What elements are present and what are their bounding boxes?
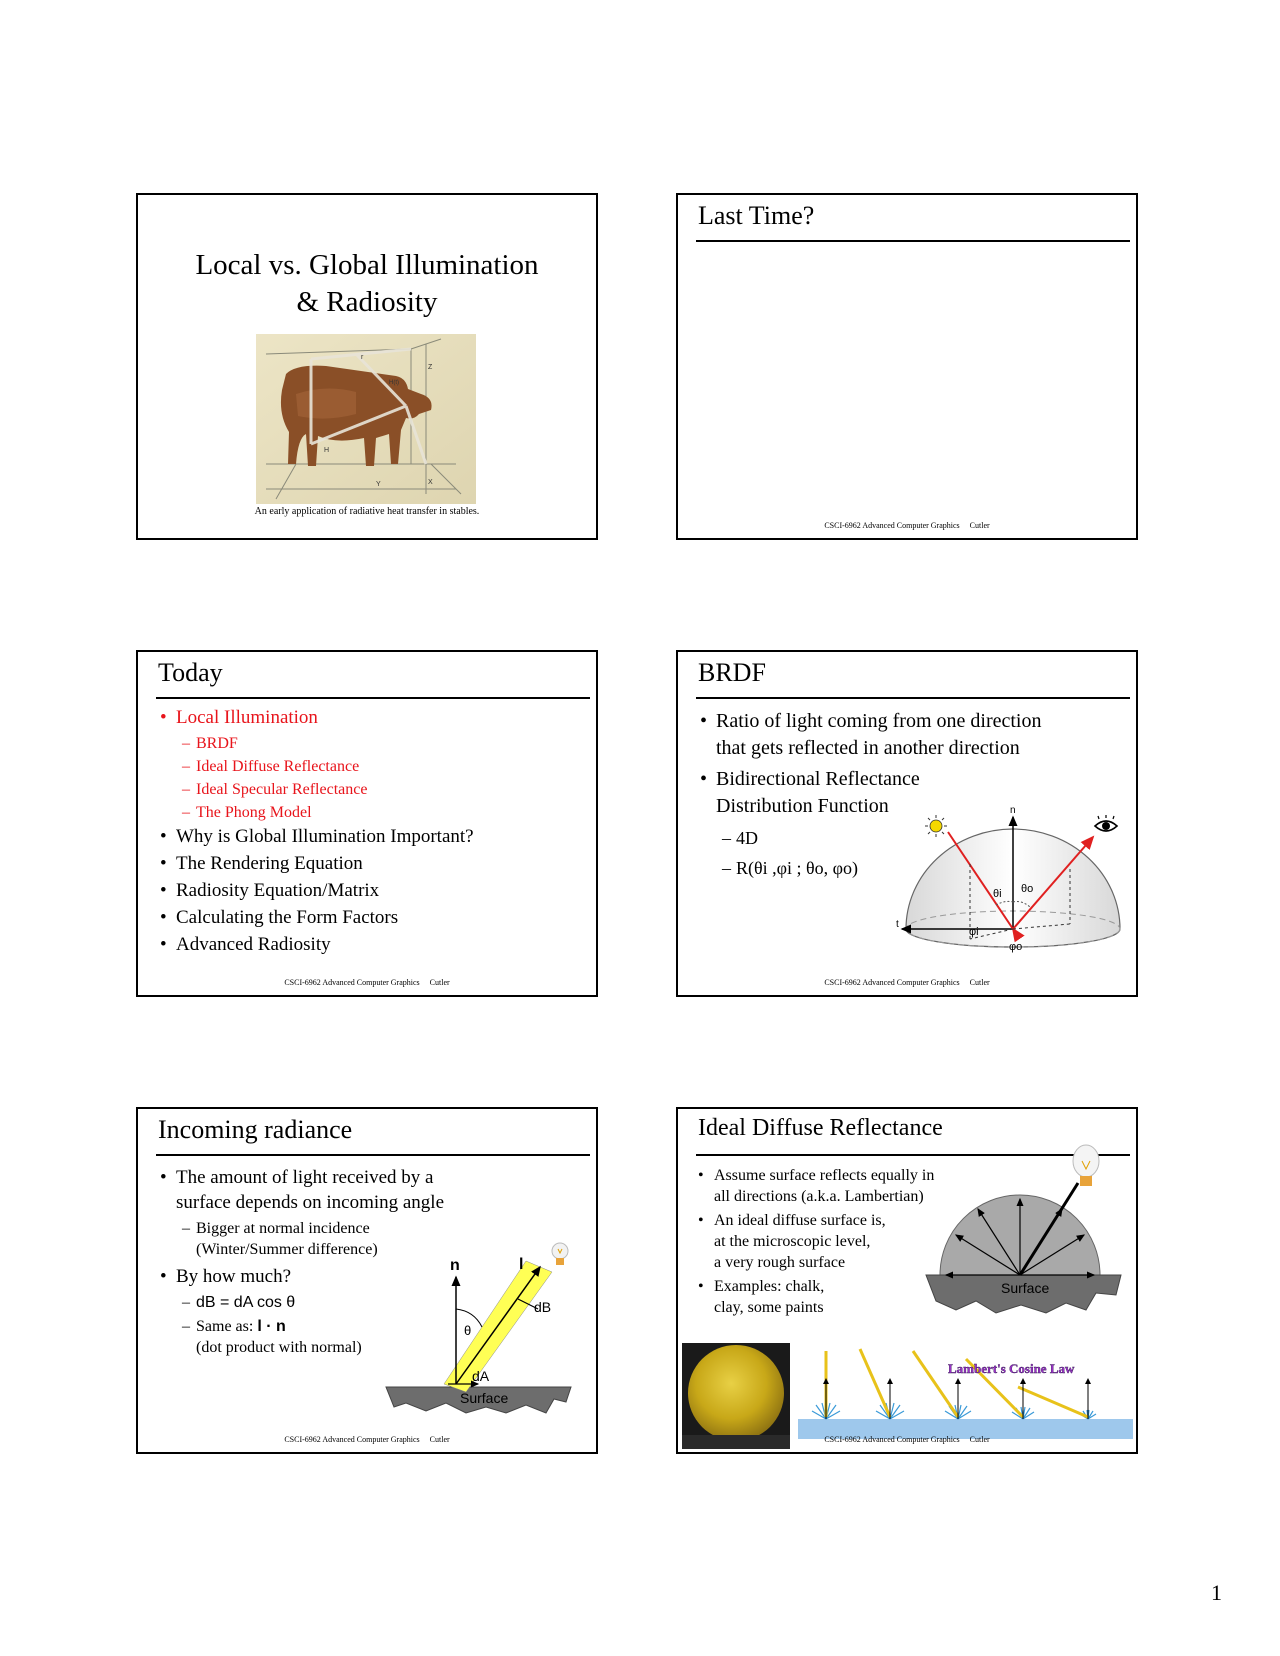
list-item-text: Ideal Specular Reflectance [196,781,368,798]
incoming-radiance-diagram [386,1227,586,1417]
theta-o-label: θo [1021,883,1034,895]
list-item [160,933,586,957]
bullet-marker: • [160,907,167,928]
lambert-law-label: Lambert's Cosine Law [948,1361,1075,1376]
slide-3-today [136,650,598,997]
list-item-text: The Phong Model [196,804,312,821]
list-item-text: Local Illumination [176,707,318,728]
da-label: dA [472,1368,490,1384]
list-item-text: Radiosity Equation/Matrix [176,880,380,901]
list-item: • Ratio of light coming from one direction that gets reflected in another direction [700,710,1042,759]
cow-illustration [256,334,476,504]
bullet-marker: • [160,934,167,955]
bullet-marker: • [160,826,167,847]
lambert-cosine-law-figure [798,1339,1133,1439]
diffuse-sphere-photo [682,1343,790,1449]
list-item: – dB = dA cos θ [182,1294,296,1311]
list-item: • By how much? [160,1266,292,1287]
list-item [182,802,586,823]
brdf-hemisphere-diagram [896,804,1136,974]
normal-label: n [450,1257,460,1274]
figure-label-h: H [324,447,330,454]
slide-1-caption: An early application of radiative heat transfer in stables. [254,506,480,517]
diffuse-hemisphere-diagram [926,1135,1126,1325]
list-item [182,779,586,800]
figure-label-r: r [361,354,364,361]
slide-footer: CSCI-6962 Advanced Computer Graphics Cutler [284,1435,450,1444]
slide-2-last-time [676,193,1138,540]
list-item [160,852,586,876]
list-item-text: BRDF [196,735,238,752]
light-bulb-icon [1073,1145,1099,1186]
slide-footer: CSCI-6962 Advanced Computer Graphics Cutler [824,521,990,530]
sun-icon [925,815,947,837]
list-item [160,706,586,730]
title-rule [156,697,590,699]
bullet-marker: • [160,880,167,901]
surface-label: Surface [1001,1280,1050,1296]
db-label: dB [534,1299,552,1315]
phi-o-label: φo [1009,941,1023,953]
list-item: • The amount of light received by a surface depends on incoming angle [160,1167,445,1213]
list-item-text: The Rendering Equation [176,853,363,874]
light-bulb-icon [552,1243,568,1265]
list-item: • Examples: chalk, clay, some paints [698,1278,825,1316]
list-item: • Assume surface reflects equally in all directions (a.k.a. Lambertian) [698,1167,935,1205]
title-rule [696,240,1130,242]
list-item-text: Advanced Radiosity [176,934,331,955]
list-item: – R(θi ,φi ; θo, φo) [722,858,859,878]
list-item: – 4D [722,828,758,848]
slide-5-incoming-radiance [136,1107,598,1454]
list-item-text: Ideal Diffuse Reflectance [196,758,360,775]
bullet-marker: – [182,758,190,775]
list-item: – Same as: l · n (dot product with normal) [182,1318,362,1356]
normal-label: n [1010,805,1016,816]
slide-1-title-text: Local vs. Global Illumination & Radiosity [195,249,539,318]
title-rule [696,697,1130,699]
slide-footer: CSCI-6962 Advanced Computer Graphics Cutler [284,978,450,987]
list-item [160,825,586,849]
slide-6-ideal-diffuse [676,1107,1138,1454]
list-item: – Bigger at normal incidence (Winter/Summer difference) [182,1220,378,1258]
figure-label-z: Z [428,364,433,371]
slide-footer: CSCI-6962 Advanced Computer Graphics Cutler [824,1435,990,1444]
list-item [160,906,586,930]
tangent-label: t [896,919,899,930]
title-rule [156,1154,590,1156]
bullet-marker: • [160,853,167,874]
today-outline-list [160,706,586,960]
light-label: l [519,1256,524,1273]
figure-label-ht: H(t) [389,380,399,386]
theta-label: θ [464,1323,472,1338]
list-item [160,879,586,903]
bullet-marker: – [182,781,190,798]
bullet-marker: – [182,735,190,752]
list-item-text: Why is Global Illumination Important? [176,826,474,847]
phi-i-label: φi [969,926,979,938]
theta-i-label: θi [993,888,1002,900]
slide-1-title [136,193,598,540]
list-item: • Bidirectional Reflectance Distribution Function [700,768,920,817]
slide-6-title: Ideal Diffuse Reflectance [698,1115,943,1141]
page-number: 1 [1211,1580,1222,1605]
figure-label-y: Y [376,481,381,488]
slide-footer: CSCI-6962 Advanced Computer Graphics Cutler [824,978,990,987]
list-item [182,756,586,777]
slide-4-brdf [676,650,1138,997]
eye-icon [1095,815,1117,831]
slide-5-title: Incoming radiance [158,1115,353,1144]
list-item: • An ideal diffuse surface is, at the microscopic level, a very rough surface [698,1212,886,1271]
slide-2-title: Last Time? [698,201,815,230]
bullet-marker: – [182,804,190,821]
bullet-marker: • [160,707,167,728]
slide-3-title: Today [158,658,223,687]
figure-label-x: X [428,479,433,486]
list-item [182,733,586,754]
surface-label: Surface [460,1390,509,1406]
slide-4-title: BRDF [698,658,766,687]
list-item-text: Calculating the Form Factors [176,907,399,928]
